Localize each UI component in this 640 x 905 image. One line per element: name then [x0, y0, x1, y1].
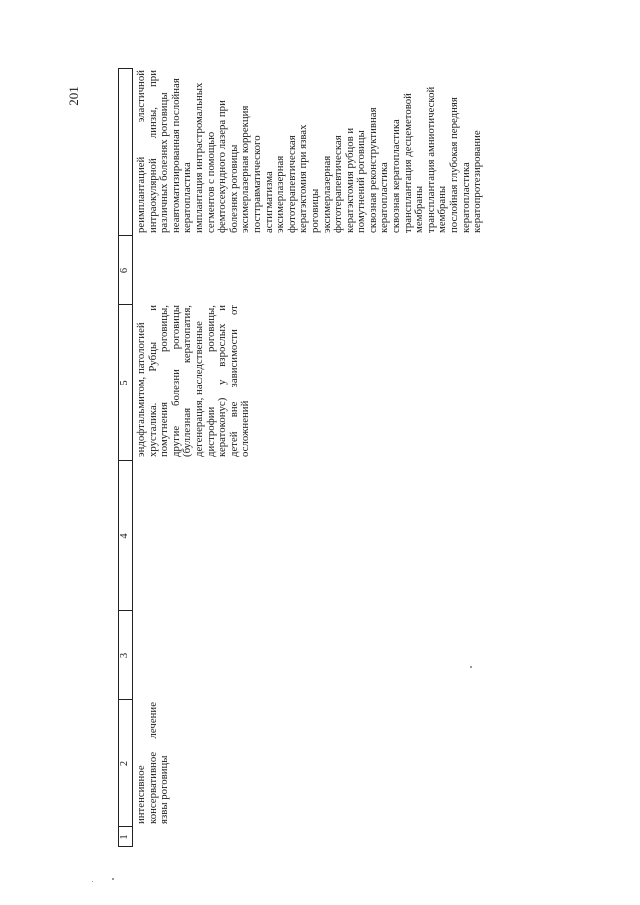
text-line: эксимерлазерная — [320, 155, 333, 233]
text-line: сквозная реконструктивная — [366, 107, 379, 233]
header-col-3: 3 — [119, 652, 130, 659]
text-line: интенсивное — [135, 765, 147, 824]
word: реимплантацией — [135, 156, 147, 233]
header-col-5: 5 — [119, 380, 130, 386]
header-col-1: 1 — [119, 834, 130, 840]
text-line: дегенерация, наследственные — [192, 321, 205, 457]
text-line: сквозная кератопластика — [390, 119, 403, 233]
cell-col6 — [136, 70, 484, 233]
text-line: трансплантация амниотической — [424, 86, 437, 233]
text-line: кератопротезирование — [471, 130, 484, 233]
word: кератоконус) — [216, 397, 229, 457]
text-line: астигматизма — [262, 171, 275, 233]
text-line: кератопластика — [459, 162, 472, 233]
word: роговицы, — [158, 305, 171, 352]
cell-col2 — [136, 702, 171, 824]
word: (буллезная — [181, 407, 194, 457]
scan-speck — [92, 881, 93, 882]
word: интраокулярной — [146, 158, 159, 233]
word: эластичной — [135, 70, 147, 123]
text-line: кератэктомия рубцов и — [343, 127, 356, 233]
word: другие — [169, 425, 182, 457]
text-line: эндофтальмитом, патологией — [135, 322, 147, 457]
text-line: мембраны — [436, 185, 449, 233]
word: Рубцы — [146, 341, 159, 372]
page-number: 201 — [66, 86, 81, 106]
word: у — [216, 379, 229, 385]
text-line: кератопластика — [378, 162, 391, 233]
word: кератопатия, — [181, 305, 194, 364]
text-line: фототерапевтическая — [332, 135, 345, 233]
word: лечение — [146, 702, 159, 739]
text-line: трансплантация десцеметовой — [401, 93, 414, 233]
text-line: фемтосекундного лазера при — [216, 100, 229, 233]
word: помутнения — [158, 401, 171, 457]
text-line: язвы роговицы — [158, 755, 171, 824]
header-col-6: 6 — [119, 267, 130, 274]
word: консервативное — [146, 751, 159, 824]
text-line: кератопластика — [181, 162, 194, 233]
text-line: помутнений роговицы — [355, 130, 368, 233]
word: при — [146, 70, 159, 87]
cell-col4 — [136, 305, 252, 457]
col-divider — [118, 68, 133, 69]
word: хрусталика. — [146, 402, 159, 457]
word: зависимости — [227, 329, 240, 388]
text-line: роговицы — [308, 188, 321, 233]
text-line: осложнений — [239, 400, 252, 457]
text-line: мембраны — [413, 185, 426, 233]
word: роговицы, — [204, 305, 217, 352]
text-line: имплантация интрастромальных — [192, 82, 205, 233]
word: взрослых — [216, 323, 229, 367]
word: детей — [227, 431, 240, 457]
rotated-table — [118, 68, 622, 847]
text-line: сегментов с помощью — [204, 131, 217, 233]
text-line — [136, 70, 148, 233]
text-line: эксимерлазерная коррекция — [239, 105, 252, 233]
text-line: посттравматического — [250, 135, 263, 233]
header-col-2: 2 — [119, 760, 130, 767]
scan-speck — [112, 878, 114, 880]
word: дистрофии — [204, 406, 217, 457]
text-line: болезнях роговицы — [227, 144, 240, 233]
word: линзы, — [146, 107, 159, 139]
text-line: различных болезнях роговицы — [158, 92, 171, 233]
word: и — [146, 305, 159, 311]
word: роговицы — [169, 305, 182, 350]
word: болезни — [169, 369, 182, 406]
word: вне — [227, 401, 240, 418]
text-line: неавтоматизированная послойная — [169, 78, 182, 233]
text-line — [217, 305, 229, 457]
text-line: послойная глубокая передняя — [448, 97, 461, 233]
word: от — [227, 305, 240, 315]
text-line: фототерапевтическая — [285, 135, 298, 233]
scan-speck — [470, 666, 472, 668]
word: и — [216, 305, 229, 311]
text-line: кератэктомия при язвах — [297, 124, 310, 233]
text-line: эксимерлазерная — [274, 155, 287, 233]
header-col-4: 4 — [119, 533, 130, 539]
header-bottom-line — [132, 68, 133, 847]
